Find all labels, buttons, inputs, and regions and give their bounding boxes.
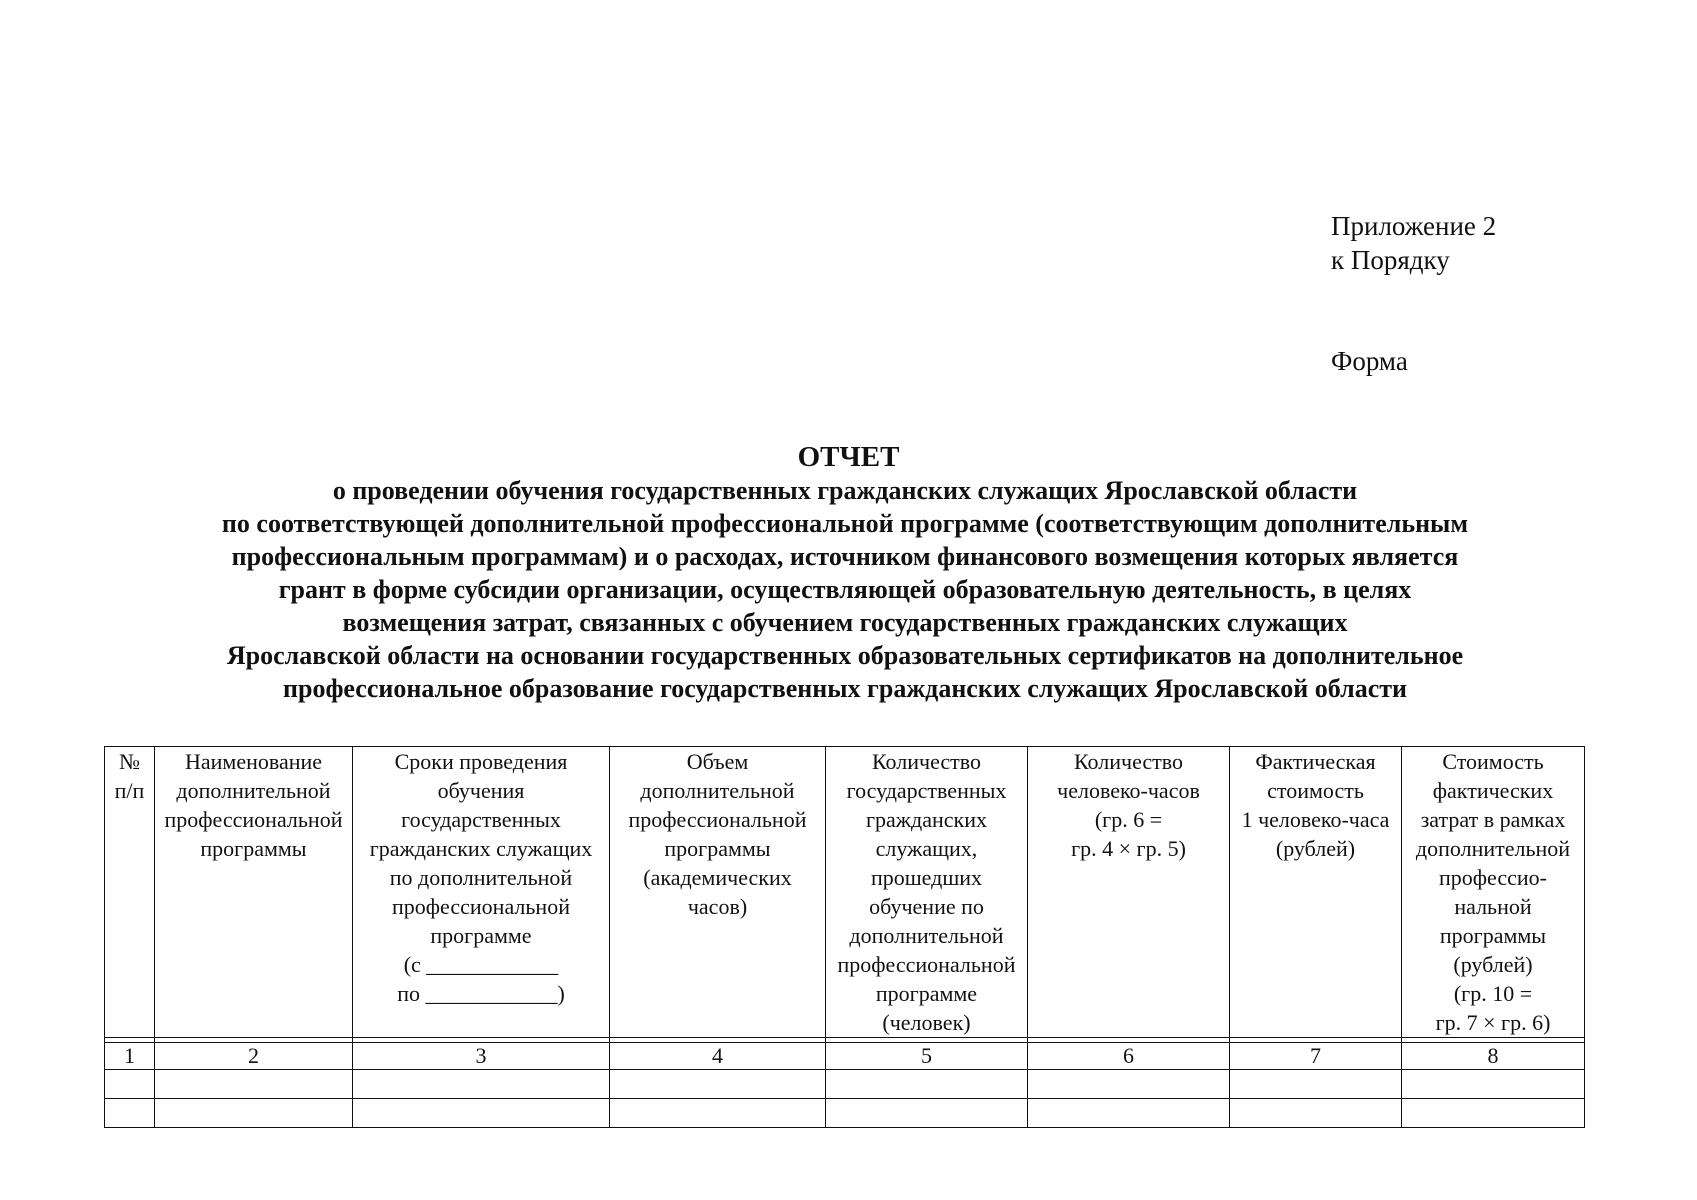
column-header bbox=[826, 747, 1028, 1038]
column-header-line: профессиональной bbox=[628, 807, 807, 832]
column-header bbox=[105, 747, 155, 1038]
column-header-line: дополнительной bbox=[640, 778, 795, 803]
column-header-line: Наименование bbox=[184, 749, 323, 774]
table-cell bbox=[1028, 1070, 1230, 1099]
table-cell bbox=[353, 1099, 610, 1128]
column-header-line: Объем bbox=[686, 749, 749, 774]
column-header-line: программе bbox=[875, 981, 978, 1006]
column-number: 7 bbox=[1230, 1043, 1402, 1070]
column-header-line: гр. 4 × гр. 5) bbox=[1071, 836, 1186, 861]
column-header-line: № bbox=[119, 749, 140, 774]
appendix-line-2: к Порядку bbox=[1331, 245, 1450, 275]
subtitle-line: о проведении обучения государственных гражданских служащих Ярославской области bbox=[332, 476, 1358, 505]
column-header-line: стоимость bbox=[1267, 778, 1364, 803]
table-cell bbox=[155, 1099, 353, 1128]
column-header-line: государственных bbox=[401, 807, 561, 832]
column-header-line: программы bbox=[1439, 923, 1547, 948]
column-number: 1 bbox=[105, 1043, 155, 1070]
column-header-line: обучения bbox=[437, 778, 525, 803]
column-header-line: нальной bbox=[1454, 894, 1532, 919]
column-header-line: программы bbox=[664, 836, 771, 861]
table-row bbox=[105, 1070, 1585, 1099]
column-header bbox=[610, 747, 826, 1038]
column-header-line: профессиональной bbox=[837, 952, 1016, 977]
column-header-line: по дополнительной bbox=[389, 865, 573, 890]
column-header-line: профессиональной bbox=[164, 807, 343, 832]
column-header bbox=[1230, 747, 1402, 1038]
column-header-line: гражданских bbox=[866, 807, 987, 832]
table-cell bbox=[826, 1070, 1028, 1099]
column-header-line: Фактическая bbox=[1255, 749, 1376, 774]
column-header-line: Сроки проведения bbox=[394, 749, 568, 774]
column-header-line: гражданских служащих bbox=[369, 836, 593, 861]
column-header-line: фактических bbox=[1432, 778, 1554, 803]
subtitle-line: по соответствующей дополнительной профессиональной программе (соответствующим дополнительным bbox=[221, 509, 1469, 538]
column-number: 4 bbox=[610, 1043, 826, 1070]
table-cell bbox=[155, 1070, 353, 1099]
table-cell bbox=[353, 1070, 610, 1099]
column-header-line: затрат в рамках bbox=[1420, 807, 1566, 832]
column-number: 6 bbox=[1028, 1043, 1230, 1070]
subtitle-line: профессиональное образование государственных гражданских служащих Ярославской области bbox=[283, 674, 1407, 703]
column-header bbox=[353, 747, 610, 1038]
column-header-line: 1 человеко-часа bbox=[1241, 807, 1390, 832]
report-title: ОТЧЕТ bbox=[797, 441, 900, 473]
column-header-line: служащих, bbox=[875, 836, 978, 861]
column-header-line: (гр. 10 = bbox=[1453, 981, 1533, 1006]
column-header-line: обучение по bbox=[869, 894, 984, 919]
column-header-line: Стоимость bbox=[1442, 749, 1544, 774]
subtitle-line: профессиональным программам) и о расходах, источником финансового возмещения которых является bbox=[231, 542, 1459, 571]
column-header-line: (с ____________ bbox=[403, 952, 559, 977]
column-number: 5 bbox=[826, 1043, 1028, 1070]
table-header-row bbox=[105, 747, 1585, 1038]
column-header-line: часов) bbox=[687, 894, 748, 919]
column-number: 2 bbox=[155, 1043, 353, 1070]
column-header-line: программы bbox=[200, 836, 307, 861]
table-cell bbox=[1230, 1099, 1402, 1128]
column-header-line: (рублей) bbox=[1275, 836, 1356, 861]
column-number: 3 bbox=[353, 1043, 610, 1070]
column-header bbox=[1402, 747, 1585, 1038]
column-header bbox=[1028, 747, 1230, 1038]
column-header-line: программе bbox=[430, 923, 532, 948]
table-cell bbox=[105, 1070, 155, 1099]
column-header-line: Количество bbox=[1073, 749, 1184, 774]
column-header-line: (человек) bbox=[882, 1010, 971, 1035]
appendix-line-1: Приложение 2 bbox=[1331, 211, 1497, 241]
report-table bbox=[104, 746, 1585, 1128]
column-header-line: по ____________) bbox=[397, 981, 565, 1006]
column-header bbox=[155, 747, 353, 1038]
column-number-row bbox=[105, 1043, 1585, 1070]
report-subtitle bbox=[140, 474, 1550, 705]
appendix-reference bbox=[1331, 209, 1496, 277]
column-header-line: дополнительной bbox=[176, 778, 331, 803]
column-header-line: государственных bbox=[846, 778, 1007, 803]
column-number: 8 bbox=[1402, 1043, 1585, 1070]
table-row bbox=[105, 1099, 1585, 1128]
table-cell bbox=[1402, 1099, 1585, 1128]
table-cell bbox=[1028, 1099, 1230, 1128]
column-header-line: Количество bbox=[871, 749, 982, 774]
column-header-line: человеко-часов bbox=[1057, 778, 1200, 803]
column-header-line: профессио- bbox=[1439, 865, 1547, 890]
column-header-line: п/п bbox=[114, 778, 145, 803]
table-cell bbox=[1402, 1070, 1585, 1099]
table-cell bbox=[610, 1070, 826, 1099]
subtitle-line: грант в форме субсидии организации, осуществляющей образовательную деятельность, в целях bbox=[278, 575, 1412, 604]
subtitle-line: возмещения затрат, связанных с обучением государственных гражданских служащих bbox=[342, 608, 1348, 637]
column-header-line: гр. 7 × гр. 6) bbox=[1435, 1010, 1551, 1035]
column-header-line: дополнительной bbox=[849, 923, 1004, 948]
column-header-line: дополнительной bbox=[1415, 836, 1571, 861]
column-header-line: прошедших bbox=[870, 865, 983, 890]
table-cell bbox=[826, 1099, 1028, 1128]
column-header-line: (академических bbox=[643, 865, 792, 890]
column-header-line: профессиональной bbox=[392, 894, 570, 919]
table-cell bbox=[105, 1099, 155, 1128]
subtitle-line: Ярославской области на основании государственных образовательных сертификатов на дополнительное bbox=[226, 641, 1464, 670]
table-cell bbox=[610, 1099, 826, 1128]
column-header-line: (рублей) bbox=[1453, 952, 1533, 977]
form-label: Форма bbox=[1331, 346, 1408, 376]
table-cell bbox=[1230, 1070, 1402, 1099]
column-header-line: (гр. 6 = bbox=[1094, 807, 1163, 832]
